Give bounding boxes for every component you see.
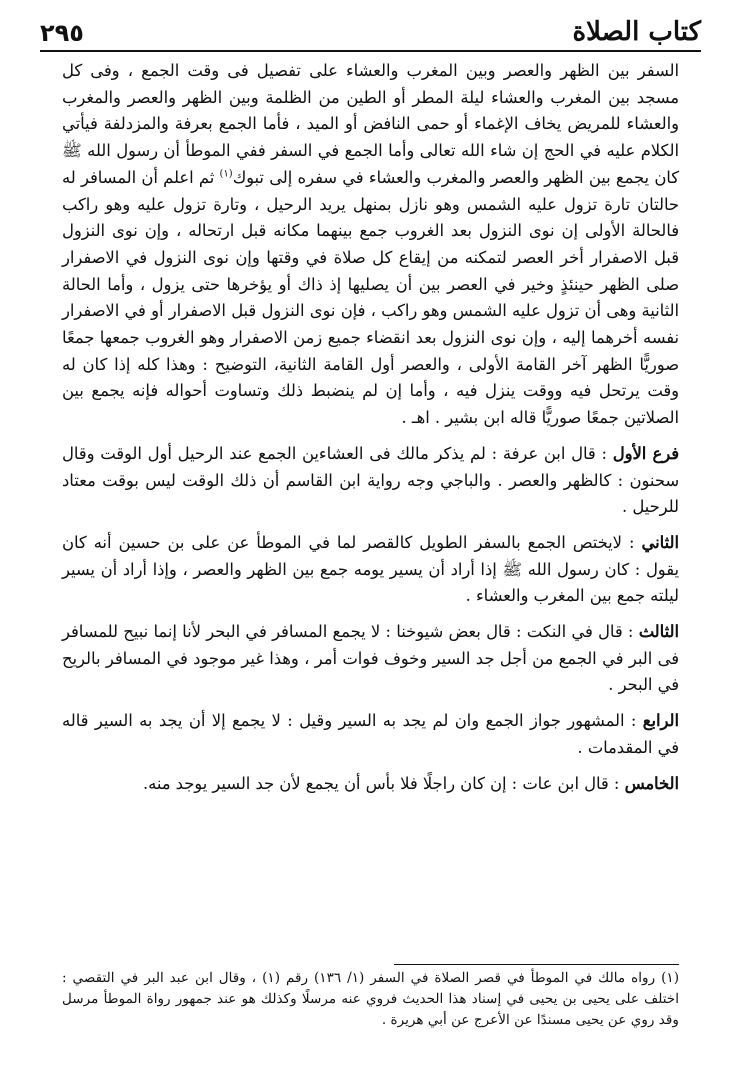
paragraph-intro — [62, 58, 679, 432]
branch-first-text: : قال ابن عرفة : لم يذكر مالك فى العشاءين الجمع عند الرحيل أول الوقت وقال سحنون : كالظهر والعصر . والباجي وجه رواية ابن القاسم أن ذلك الوقت ليس بوقت معتاد للرحيل . — [62, 443, 679, 517]
paragraph-fifth — [62, 771, 679, 798]
footnotes — [62, 968, 679, 1031]
paragraph-second — [62, 530, 679, 610]
second-text: : لايختص الجمع بالسفر الطويل كالقصر لما في الموطأ عن على بن حسين أنه كان يقول : كان رسول الله ﷺ إذا أراد أن يسير يومه جمع بين الظهر والعصر ، وإذا أراد أن يسير ليلته جمع بين المغرب والعشاء . — [62, 532, 679, 606]
branch-first-lead: فرع الأول — [612, 443, 680, 463]
paragraph-intro-continued: ثم اعلم أن المسافر له حالتان تارة تزول عليه الشمس وهو نازل بمنهل يريد الرحيل ، وتارة تزول عليه وهو راكب فالحالة الأولى إن نوى النزول بعد الغروب جمع بينهما مكانه قبل ارتحاله ، وإن نوى النزول قبل الاصفرار أخر العصر لتمكنه من إيقاع كل صلاة في وقتها وإن نوى النزول في الاصفرار صلى الظهر حينئذٍ وخير في العصر بين أن يصليها إذ ذاك أو يؤخرها حتى يزول ، وأما الحالة الثانية وهى أن تزول عليه الشمس وهو راكب ، فإن نوى النزول قبل الاصفرار أو في الاصفرار نفسه أخرهما إليه ، وإن نوى النزول بعد انقضاء جميع زمن الاصفرار وهو الغروب جمعها جمعًا صوريًّا الظهر آخر القامة الأولى ، والعصر أول القامة الثانية، التوضيح : وهذا كله إذا كان له وقت يرتحل فيه ووقت ينزل فيه ، وأما إن لم ينضبط ذلك وتساوت أحواله فإنه يجمع بين الصلاتين جمعًا صوريًّا قاله ابن بشير . اهـ . — [62, 167, 679, 428]
page-number: ٢٩٥ — [40, 19, 84, 47]
fifth-text: : قال ابن عات : إن كان راجلًا فلا بأس أن يجمع لأن جد السير يوجد منه. — [142, 773, 625, 793]
fourth-text: : المشهور جواز الجمع وان لم يجد به السير وقيل : لا يجمع إلا أن يجد به السير قاله في المقدمات . — [62, 711, 679, 757]
footnote-divider — [394, 964, 679, 965]
footnote-1: (١) رواه مالك في الموطأ في قصر الصلاة في السفر (١/ ١٣٦) رقم (١) ، وقال ابن عبد البر في التقصي : اختلف على يحيى بن يحيى في إسناد هذا الحديث فروي عنه مرسلًا وكذلك هو عند جمهور رواة الموطأ مرسل وقد روي عن يحيى مسندًا عن الأعرج عن أبي هريرة . — [62, 970, 679, 1028]
paragraph-third — [62, 619, 679, 699]
third-lead: الثالث — [638, 622, 679, 642]
second-lead: الثاني — [641, 532, 679, 552]
paragraph-intro-text: السفر بين الظهر والعصر وبين المغرب والعشاء على تفصيل فى وقت الجمع ، وفى كل مسجد بين المغرب والعشاء ليلة المطر أو الطين من الظلمة وبين الظهر والعصر والمغرب والعشاء للمريض يخاف الإغماء أو حمى النافض أو الميد ، فأما الجمع بعرفة والمزدلفة فيأتي الكلام عليه في الحج إن شاء الله تعالى وأما الجمع في السفر ففي الموطأ أن رسول الله ﷺ كان يجمع بين الظهر والعصر والمغرب والعشاء في سفره إلى تبوك — [62, 61, 679, 187]
main-text — [62, 58, 679, 797]
third-text: : قال في النكت : قال بعض شيوخنا : لا يجمع المسافر في البحر لأنا إنما نبيح للمسافر فى البر في الجمع من أجل جد السير وخوف فوات أمر ، وهذا غير موجود في المسافر بالريح في البحر . — [62, 622, 679, 695]
fifth-lead: الخامس — [624, 773, 679, 793]
paragraph-branch-first — [62, 441, 679, 521]
paragraph-fourth — [62, 708, 679, 761]
page-header — [40, 6, 701, 52]
fourth-lead: الرابع — [642, 711, 679, 731]
book-title: كتاب الصلاة — [572, 17, 701, 47]
footnote-marker: (١) — [219, 168, 233, 180]
